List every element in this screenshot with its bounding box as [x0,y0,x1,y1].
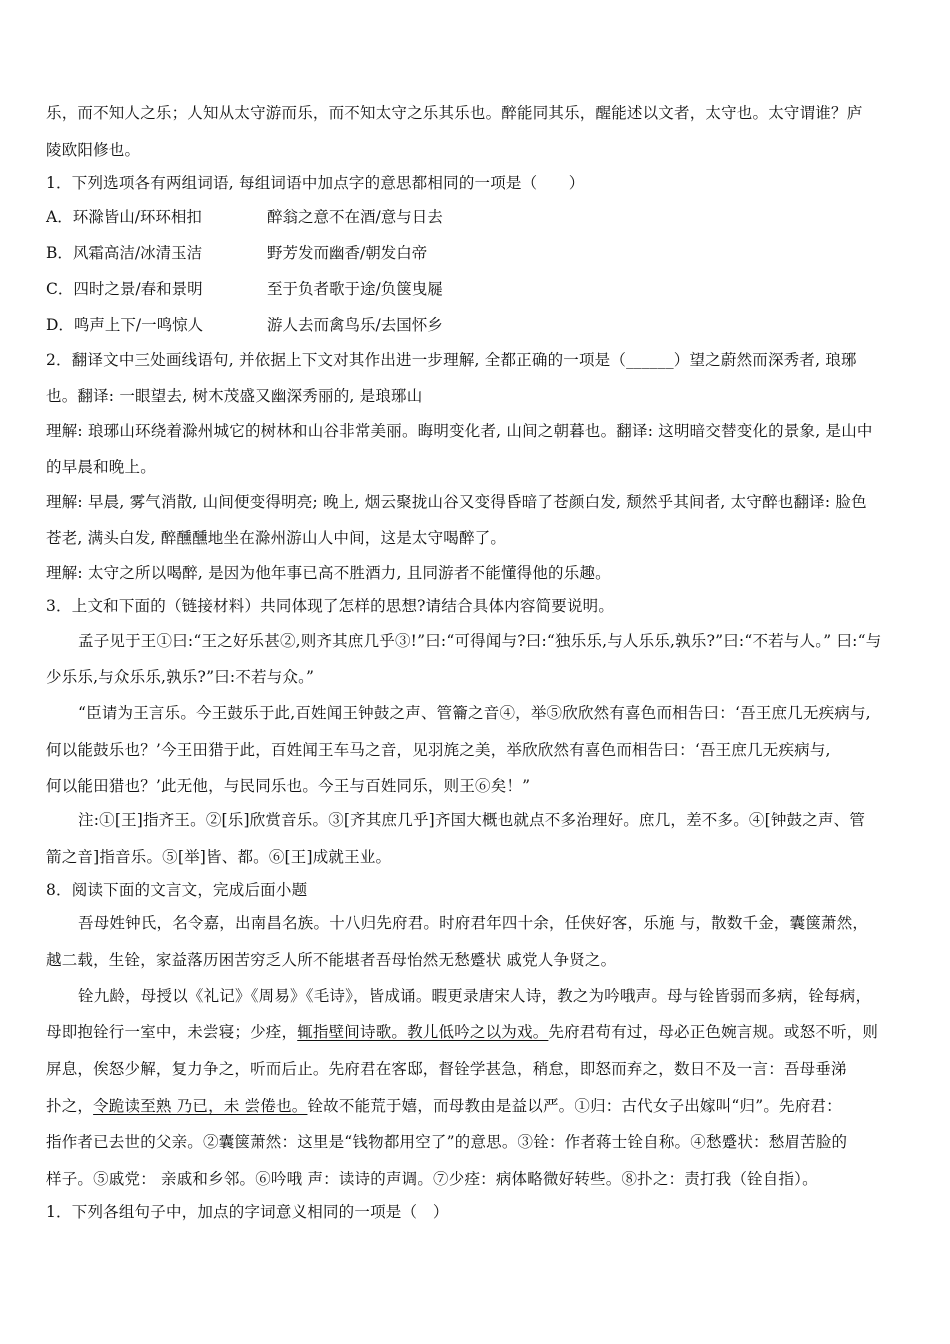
link-material-para-2-line-3: 何以能田猎也？’此无他，与民同乐也。今王与百姓同乐，则王⑥矣！” [46,777,531,795]
annotation-line-2: 箭之音]指音乐。⑤[举]皆、都。⑥[王]成就王业。 [46,848,392,866]
link-material-para-1-line-2: 少乐乐,与众乐乐,孰乐?”曰:不若与众。” [46,668,315,686]
question-1-stem: 1．下列选项各有两组词语, 每组词语中加点字的意思都相同的一项是（ ） [46,174,585,192]
question-2-line-7: 理解: 太守之所以喝醉, 是因为他年事已高不胜酒力, 且同游者不能懂得他的乐趣。 [46,564,611,582]
passage-text: 扑之， [46,1097,94,1115]
option-a-left: A．环滁皆山/环环相扣 [46,208,202,226]
option-b-left: B．风霜高洁/冰清玉洁 [46,244,203,262]
question-2-line-2: 也。翻译: 一眼望去, 树木茂盛又幽深秀丽的, 是琅琊山 [46,387,423,405]
passage-para-1-line-1: 吾母姓钟氏，名令嘉，出南昌名族。十八归先府君。时府君年四十余，任侠好客，乐施 与，散数千金，囊箧萧然， [78,914,869,932]
section-8-question-1: 1．下列各组句子中，加点的字词意义相同的一项是（ ） [46,1203,449,1221]
passage-text: 母即抱铨行一室中，未尝寝；少痊， [46,1023,298,1041]
question-2-stem: 2．翻译文中三处画线语句, 并依据上下文对其作出进一步理解, 全都正确的一项是（______）望之蔚然而深秀者, 琅琊 [46,351,857,369]
question-2-line-3: 理解: 琅琊山环绕着滁州城它的树林和山谷非常美丽。晦明变化者, 山间之朝暮也。翻译: 这明暗交替变化的景象, 是山中 [46,422,873,440]
intro-line-1: 乐，而不知人之乐；人知从太守游而乐，而不知太守之乐其乐也。醉能同其乐，醒能述以文者，太守也。太守谓谁？庐 [46,104,863,122]
annotation-line-1: 注:①[王]指齐王。②[乐]欣赏音乐。③[齐其庶几乎]齐国大概也就点不多治理好。庶几，差不多。④[钟鼓之声、管 [78,811,866,829]
option-c-right: 至于负者歌于途/负箧曳屣 [267,280,443,298]
link-material-para-2-line-2: 何以能鼓乐也？’今王田猎于此，百姓闻王车马之音，见羽旄之美，举欣欣然有喜色而相告曰：‘吾王庶几无疾病与, [46,741,831,759]
passage-text: 先府君苟有过，母必正色婉言规。或怒不听，则 [548,1023,879,1041]
question-2-line-6: 苍老, 满头白发, 醉醺醺地坐在滁州游山人中间，这是太守喝醉了。 [46,529,507,547]
option-b-right: 野芳发而幽香/朝发白帝 [267,244,428,262]
intro-line-2: 陵欧阳修也。 [46,141,141,159]
option-a-right: 醉翁之意不在酒/意与日去 [267,208,443,226]
question-3-stem: 3．上文和下面的（链接材料）共同体现了怎样的思想?请结合具体内容简要说明。 [46,597,615,615]
passage-para-2-line-1: 铨九龄，母授以《礼记》《周易》《毛诗》，皆成诵。暇更录唐宋人诗，教之为吟哦声。母与铨皆弱而多病，铨每病， [78,987,872,1005]
passage-para-2-line-4 [46,1096,916,1116]
passage-notes-line-2: 样子。⑤戚党： 亲戚和乡邻。⑥吟哦 声：读诗的声调。⑦少痊：病体略微好转些。⑧扑之：责打我（铨自指）。 [46,1170,818,1188]
passage-text: 铨故不能荒于嬉，而母教由是益以严。①归：古代女子出嫁叫“归”。先府君： [307,1097,842,1115]
question-2-line-5: 理解: 早晨, 雾气消散, 山间便变得明亮; 晚上, 烟云聚拢山谷又变得昏暗了苍颜白发, 颓然乎其间者, 太守醉也翻译: 脸色 [46,493,867,511]
passage-para-1-line-2: 越二载，生铨，家益落历困苦穷乏人所不能堪者吾母怡然无愁蹙状 戚党人争贤之。 [46,951,617,969]
option-c-left: C．四时之景/春和景明 [46,280,203,298]
passage-para-2-line-2 [46,1022,916,1042]
section-8-heading: 8．阅读下面的文言文，完成后面小题 [46,881,308,899]
link-material-para-1-line-1: 孟子见于王①曰:“王之好乐甚②,则齐其庶几乎③!”曰:“可得闻与?曰:“独乐乐,与人乐乐,孰乐?”曰:“不若与人。” 曰:“与 [78,632,882,650]
underlined-sentence-1: 辄指壁间诗歌。教儿低吟之以为戏。 [297,1023,549,1041]
question-2-line-4: 的早晨和晚上。 [46,458,156,476]
option-d-right: 游人去而禽鸟乐/去国怀乡 [267,316,443,334]
link-material-para-2-line-1: “臣请为王言乐。今王鼓乐于此,百姓闻王钟鼓之声、管籥之音④，举⑤欣欣然有喜色而相告曰：‘吾王庶几无疾病与, [78,704,871,722]
passage-notes-line-1: 指作者已去世的父亲。②囊箧萧然：这里是“钱物都用空了”的意思。③铨：作者蒋士铨自称。④愁蹙状：愁眉苦脸的 [46,1133,848,1151]
passage-para-2-line-3: 屏息，俟怒少解，复力争之，听而后止。先府君在客邸，督铨学甚急，稍怠，即怒而弃之，数日不及一言：吾母垂涕 [46,1060,847,1078]
option-d-left: D．鸣声上下/一鸣惊人 [46,316,204,334]
underlined-sentence-2: 令跪读至熟 乃已，未 尝倦也。 [93,1097,308,1115]
